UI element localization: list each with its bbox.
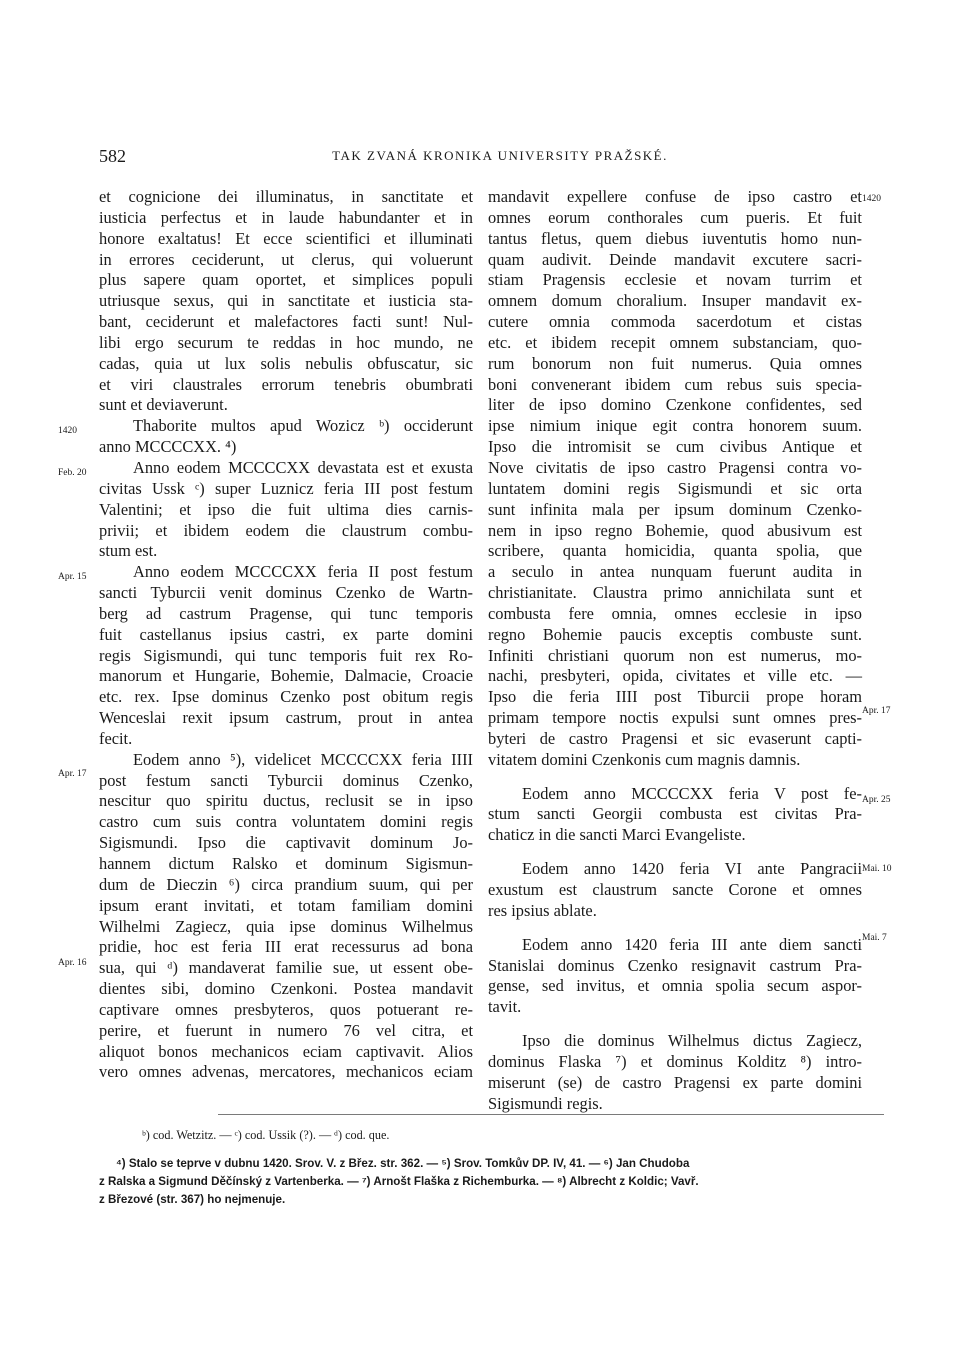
text-line: manorum et Hungarie, Bohemie, Dalmacie, Croacie (99, 666, 473, 686)
text-line: hannem dictum Ralsko et dominum Sigismun- (99, 854, 473, 873)
text-line: stum sancti Georgii combusta est civitas Pra- (488, 804, 862, 824)
text-line: chaticz in die sancti Marci Evangeliste. (488, 825, 746, 845)
text-line: dum de Dieczin ⁶) circa prandium suum, qui per (99, 874, 473, 894)
text-line: gense, sed invitus, et omnia spolia secum aspor- (488, 976, 862, 996)
text-line: etc. rex. Ipse dominus Czenko post obitum regis (99, 687, 473, 707)
text-line: Wilhelmi Zagiecz, quia ipse dominus Wilhelmus (99, 916, 473, 936)
text-line: civitas Ussk ᶜ) super Luznicz feria III post festum (99, 478, 473, 498)
text-line: fecit. (99, 728, 133, 748)
text-line: Infiniti christiani quorum non est numerus, mo- (488, 645, 862, 665)
text-line: Stanislai dominus Czenko resignavit castrum Pra- (488, 955, 862, 975)
text-line: res ipsius ablate. (488, 900, 597, 920)
text-line: sancti Tyburcii venit dominus Czenko de Wartn- (99, 583, 473, 603)
text-line: Anno eodem MCCCCXX devastata est et exusta (133, 457, 473, 477)
text-line: plus sapere quam oportet, et simplices populi (99, 270, 473, 290)
text-line: cadas, quia ut lux solis nebulis obfuscatur, sic (99, 353, 473, 373)
text-line: berg ad castrum Pragense, qui tunc temporis (99, 603, 473, 623)
text-line: stum est. (99, 541, 158, 561)
paragraph-gap (488, 846, 862, 859)
text-line: Nove civitatis de ipso castro Pragensi contra vo- (488, 457, 862, 477)
text-line: pridie, hoc est feria III erat recessurus ad bona (99, 937, 473, 957)
text-line: miserunt (se) de castro Pragensi ex parte domini (488, 1072, 862, 1092)
text-line: nescitur quo spiritu ductus, reclusit se in ipso (99, 791, 473, 811)
running-title: TAK ZVANÁ KRONIKA UNIVERSITY PRAŽSKÉ. (332, 148, 668, 163)
text-line: fuit castellanus ipsius castri, ex parte domini (99, 624, 473, 644)
text-line: a seculo in antea nunquam fuerunt audita in (488, 562, 862, 582)
margin-date: 1420 (862, 194, 881, 204)
margin-date: Apr. 15 (58, 572, 87, 582)
text-line: nem in ipso regno Bohemie, quod abusivum est (488, 520, 862, 540)
text-line: aliquot bonos mechanicos eciam captivavit. Alios (99, 1041, 473, 1061)
text-line: bant, ceciderunt et malefactores facti sunt! Nul- (99, 312, 473, 332)
margin-date: Apr. 25 (862, 795, 891, 805)
text-line: regno Bohemie paucis exceptis combuste sunt. (488, 624, 862, 644)
text-line: libi ergo securum te reddas in hoc mundo, ne (99, 332, 473, 352)
text-line: iusticia perfectus et in laude habundanter et in (99, 207, 473, 227)
margin-date: Apr. 16 (58, 958, 87, 968)
running-header (0, 146, 960, 170)
text-line: liter de ipso domino Czenkone confidentes, sed (488, 395, 862, 415)
text-line: Eodem anno 1420 feria III ante diem sancti (522, 934, 862, 954)
page-number: 582 (99, 146, 126, 166)
text-line: Anno eodem MCCCCXX feria II post festum (133, 562, 473, 582)
text-line: combusta fere omnia, omnes ecclesie in ipso (488, 603, 862, 623)
text-line: sunt infinita mala per ipsum dominum Czenko- (488, 499, 862, 519)
text-line: quam audivit. Deinde mandavit excutere sacri- (488, 249, 862, 269)
paragraph-gap (488, 1018, 862, 1031)
text-line: vitatem domini Czenkonis cum magnis damnis. (488, 749, 801, 769)
text-line: Wenceslai rexit ipsum castrum, prout in antea (99, 708, 473, 728)
text-line: Thaborite multos apud Wozicz ᵇ) occiderunt (133, 416, 473, 436)
text-line: christianitate. Claustra primo annichilata sunt et (488, 583, 862, 603)
text-line: scribere, quanta homicidia, quanta spolia, que (488, 541, 862, 561)
paragraph-gap (488, 922, 862, 935)
text-line: luntatem domini regis Sigismundi et sic orta (488, 478, 862, 498)
text-line: captivare omnes presbyteros, quos potuerant re- (99, 999, 473, 1019)
text-line: Ipso die dominus Wilhelmus dictus Zagiecz, (522, 1031, 862, 1051)
text-line: Ipso die intromisit se cum civibus Antique et (488, 437, 862, 457)
text-line: tantus fletus, quem diebus iuventutis homo nun- (488, 228, 862, 248)
text-line: anno MCCCCXX. ⁴) (99, 437, 237, 457)
text-line: sunt et deviaverunt. (99, 395, 228, 415)
text-line: Eodem anno ⁵), videlicet MCCCCXX feria IIII (133, 749, 473, 769)
text-line: privii; et ibidem eodem die claustrum combu- (99, 520, 473, 540)
text-line: tavit. (488, 997, 522, 1017)
text-line: dientes sibi, domino Czenkoni. Postea mandavit (99, 979, 473, 999)
footnote-line: z Březové (str. 367) ho nejmenuje. (99, 1193, 286, 1206)
text-line: sua, qui ᵈ) mandaverat familie sue, ut essent obe- (99, 958, 473, 978)
text-line: Valentini; et ipso die fuit ultima dies carnis- (99, 499, 473, 519)
text-line: Sigismundi regis. (488, 1093, 603, 1113)
text-line: cutere omnia commoda sacerdotum et cistas (488, 312, 862, 332)
text-line: stiam Pragensis ecclesie et novam turrim et (488, 270, 862, 290)
text-line: et cognicione dei illuminatus, in sanctitate et (99, 187, 473, 206)
text-line: ipsum erant invitati, et totam familiam domini (99, 895, 473, 915)
text-line: utriusque sexus, qui in sanctitate et iusticia sta- (99, 291, 473, 311)
text-line: honore exaltatus! Et ecce scientifici et illuminati (99, 228, 473, 248)
text-line: in errores ceciderunt, ut clerus, qui voluerunt (99, 249, 473, 269)
text-line: post festum sancti Tyburcii dominus Czenko, (99, 770, 473, 790)
text-line: vero omnes advenas, mercatores, mechanicos eciam (99, 1062, 473, 1082)
margin-date: Feb. 20 (58, 468, 87, 478)
text-line: omnem domum choralium. Insuper mandavit ex- (488, 291, 862, 311)
text-line: perire, et fuerunt in numero 76 vel citra, et (99, 1020, 473, 1040)
paragraph-gap (488, 771, 862, 784)
margin-date: 1420 (58, 426, 77, 436)
margin-date: Mai. 7 (862, 933, 887, 943)
text-line: Eodem anno MCCCCXX feria V post fe- (522, 783, 862, 803)
text-line: primam tempore noctis expulsi sunt omnes pres- (488, 708, 862, 728)
footnote-line: z Ralska a Sigmund Děčínský z Vartenberka. — ⁷) Arnošt Flaška z Richemburka. — ⁸) Albrecht z Koldic; Vavř. (99, 1175, 699, 1188)
right-column (488, 187, 862, 1114)
text-line: et viri claustrales errorum tenebris obumbrati (99, 374, 473, 394)
text-line: mandavit expellere confuse de ipso castro et (488, 187, 862, 206)
text-line: dominus Flaska ⁷) et dominus Kolditz ⁸) intro- (488, 1051, 862, 1071)
text-line: castro cum suis contra voluntatem domini regis (99, 812, 473, 832)
text-line: exustum est claustrum sancte Corone et omnes (488, 880, 862, 899)
text-line: regis Sigismundi, qui tunc temporis fuit rex Ro- (99, 645, 473, 665)
footnote-line: ⁴) Stalo se teprve v dubnu 1420. Srov. V. z Břez. str. 362. — ⁵) Srov. Tomkův DP. IV, 41. — ⁶) Jan Chudoba (116, 1157, 690, 1170)
text-line: etc. et ibidem recepit omnem substanciam, quo- (488, 332, 862, 352)
text-line: Sigismundi. Ipso die captivavit dominum Jo- (99, 833, 473, 853)
text-line: nachi, presbyteri, opida, civitates et ville etc. — (488, 666, 862, 686)
text-line: byteri de castro Pragensi et sic evaserunt capti- (488, 728, 862, 748)
margin-date: Apr. 17 (58, 769, 87, 779)
text-line: boni convenerant ibidem cum rebus suis specia- (488, 374, 862, 394)
text-line: rum bonorum non fuit numerus. Quia omnes (488, 353, 862, 373)
footnote-divider (218, 1114, 884, 1115)
left-column (99, 187, 473, 1083)
text-line: Eodem anno 1420 feria VI ante Pangracii (522, 859, 862, 879)
margin-date: Mai. 10 (862, 864, 892, 874)
text-line: omnes eorum conthorales cum pueris. Et fuit (488, 207, 862, 227)
margin-date: Apr. 17 (862, 706, 891, 716)
variant-footnote: ᵇ) cod. Wetzitz. — ᶜ) cod. Ussik (?). — ᵈ) cod. que. (142, 1128, 390, 1142)
text-line: Ipso die feria IIII post Tiburcii prope horam (488, 687, 862, 707)
text-line: ipse nimium inique egit contra honorem suum. (488, 416, 862, 436)
